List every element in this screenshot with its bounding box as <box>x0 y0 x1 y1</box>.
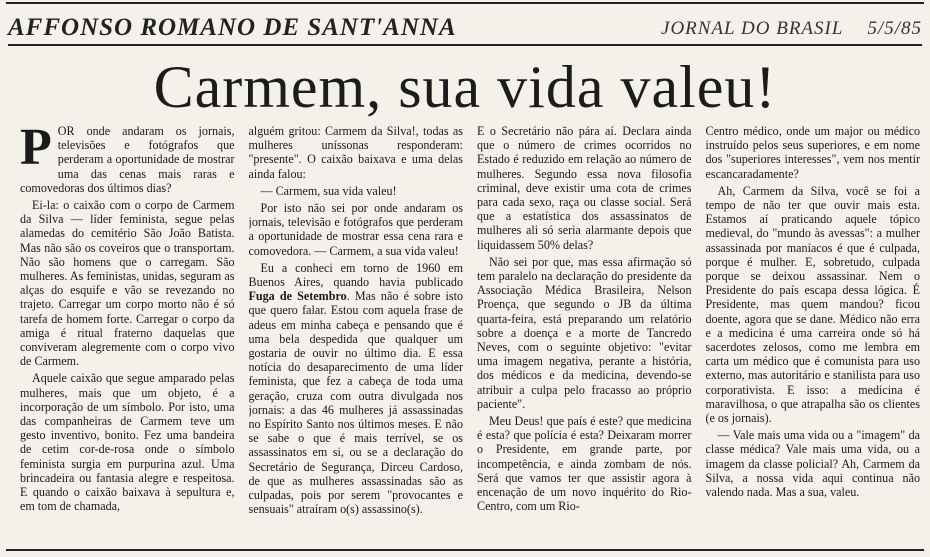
top-rule <box>6 2 924 4</box>
publication-info <box>661 18 922 42</box>
article-column-1 <box>20 124 235 544</box>
article-body <box>20 124 920 544</box>
headline: Carmem, sua vida valeu! <box>153 54 777 120</box>
paragraph: Por isto não sei por onde andaram os jornais, televisão e fotógrafos que perderam a oportunidade de mostrar essa cena rara e comovedora. — Carmem, a sua vida valeu! <box>248 201 463 258</box>
paragraph: — Vale mais uma vida ou a "imagem" da classe médica? Vale mais uma vida, ou a imagem da classe policial? Ah, Carmem da Silva, a nossa vida aqui continua não valendo nada. Mas a sua, valeu. <box>705 428 920 500</box>
book-title: Fuga de Setembro <box>248 289 347 304</box>
article-column-2 <box>249 124 464 544</box>
author-name: AFFONSO ROMANO DE SANT'ANNA <box>8 14 457 41</box>
publication-name: JORNAL DO BRASIL <box>661 18 844 39</box>
paragraph: alguém gritou: Carmem da Silva!, todas as mulheres uníssonas responderam: "presente". O caixão baixava e uma delas ainda falou: <box>248 124 463 181</box>
paragraph: POR onde andaram os jornais, televisões e fotógrafos que perderam a oportunidade de mostrar uma das cenas mais raras e comovedoras dos últimos dias? <box>20 124 235 195</box>
drop-cap: P <box>20 124 52 176</box>
article-column-3 <box>477 124 692 544</box>
paragraph: — Carmem, sua vida valeu! <box>260 183 397 198</box>
paragraph: Aquele caixão que segue amparado pelas mulheres, mais que um objeto, é a incorporação de um símbolo. Por isto, uma das companheiras de Carmem teve um gesto inventivo, bonito. Fez uma bandeira de cetim cor-de-rosa onde o símbolo feminista surgia em purpurina azul. Uma brincadeira ou fantasia alegre e respeitosa. E quando o caixão baixava à sepultura e, em tom de chamada, <box>20 371 235 514</box>
paragraph: Ah, Carmem da Silva, você se foi a tempo de não ter que ouvir mais esta. Estamos aí praticando aquele tópico medieval, do "mundo às avessas": a mulher assassinada por maníacos é que é culpada, porque é mulher. E, sobretudo, culpada porque se deixou assassinar. Nem o Presidente do país escapa dessa lógica. É Presidente, mas quem mandou? ficou doente, agora que se dane. Médico não erra e a medicina é uma carreira onde só há sacerdotes zelosos, como me lembra em carta um médico que é comunista para uso externo, mas autoritário e stanilista para uso corporativista. E isso: a medicina é maravilhosa, o que atrapalha são os clientes (e os jornais). <box>705 183 920 426</box>
publication-date: 5/5/85 <box>867 18 922 39</box>
header-rule <box>8 44 922 46</box>
article-column-4 <box>706 124 921 544</box>
paragraph: Centro médico, onde um major ou médico instruído pelos seus superiores, e em nome dos "superiores interesses", vem nos mentir escancaradamente? <box>705 124 920 181</box>
paragraph: Meu Deus! que país é este? que medicina é esta? que polícia é esta? Deixaram morrer o Presidente, em grande parte, por incompetência, e ainda zombam de nós. Será que vamos ter que assistir agora à encenação de um novo inquérito do Rio-Centro, com um Rio- <box>477 414 692 514</box>
paragraph: Não sei por que, mas essa afirmação só tem paralelo na declaração do presidente da Associação Médica Brasileira, Nelson Proença, que segundo o JB da última quarta-feira, está preparando um relatório sobre a doença e a morte de Tancredo Neves, com o seguinte objetivo: "evitar uma imagem negativa, perante a história, dos médicos e da medicina, devendo-se atribuir a culpa pelo fracasso ao próprio paciente". <box>477 254 692 411</box>
paragraph: Eu a conheci em torno de 1960 em Buenos Aires, quando havia publicado Fuga de Setembro. Mas não é sobre isto que quero falar. Estou com aquela frase de adeus em minha cabeça e pensando que é uma bela despedida que qualquer um gostaria de ouvir no último dia. E essa notícia do desaparecimento de uma líder feminista, que fez a cabeça de toda uma geração, cruza com outra divulgada nos jornais: a das 46 mulheres já assassinadas no Espírito Santo nos últimos meses. E não se sabe o que é mais terrível, se os assassinatos em si, ou se a declaração do Secretário de Segurança, Dirceu Cardoso, de que as mulheres assassinadas são as culpadas, pois por serem "provocantes e sensuais" atraíram o(s) assassino(s). <box>248 260 463 517</box>
paragraph: Ei-la: o caixão com o corpo de Carmem da Silva — líder feminista, segue pelas alamedas do cemitério São João Batista. Mas não são os coveiros que o transportam. Não são homens que o carregam. São mulheres. As feministas, unidas, seguram as alças do esquife e vão se revezando no trajeto. Carregar um corpo morto não é só tarefa de homem forte. Carregar o corpo da amiga é ritual fraterno daquelas que conviveram alegremente com o corpo vivo de Carmem. <box>20 198 235 369</box>
paragraph: E o Secretário não pára aí. Declara ainda que o número de crimes ocorridos no Estado é reduzido em relação ao número de mulheres. Segundo essa nova filosofia criminal, deve existir uma cota de crimes para cada sexo, raça ou classe social. Será que a estatística dos assassinatos de mulheres ali só seria alarmante depois que liquidassem 50% delas? <box>477 124 692 252</box>
bottom-rule <box>6 549 924 551</box>
column-header <box>8 6 922 42</box>
